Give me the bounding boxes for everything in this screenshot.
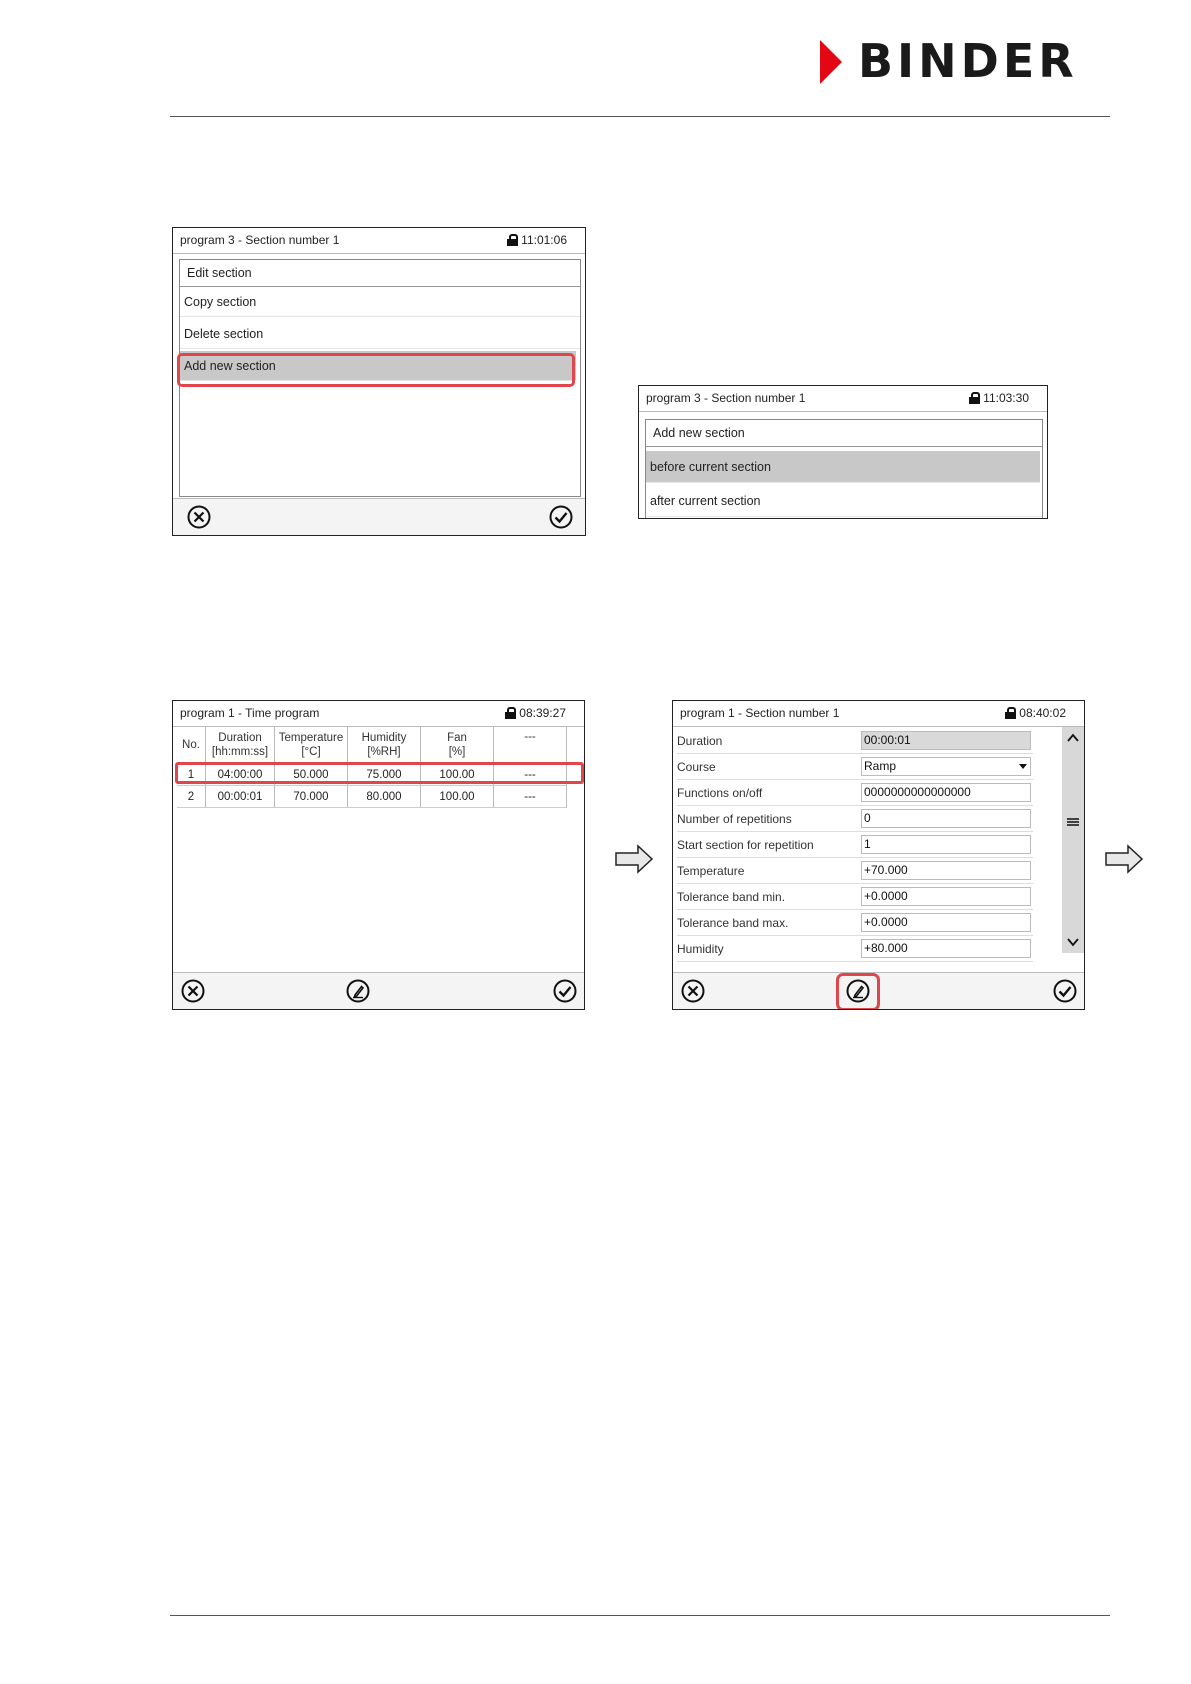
lock-icon [505, 707, 516, 718]
screen-add-section-menu [638, 385, 1048, 519]
field-label: Tolerance band max. [677, 916, 789, 930]
scrollbar[interactable] [1062, 727, 1084, 953]
title-bar [639, 386, 1047, 412]
confirm-icon[interactable] [553, 979, 577, 1003]
context-menu [645, 419, 1043, 519]
clock-time: 08:39:27 [519, 706, 566, 720]
lock-icon [507, 234, 518, 245]
cell: 100.00 [421, 764, 494, 786]
clock-time: 11:01:06 [521, 233, 567, 247]
field-label: Duration [677, 734, 723, 748]
clock [505, 701, 566, 726]
cancel-icon[interactable] [187, 505, 211, 529]
chevron-up-icon[interactable] [1067, 733, 1079, 743]
menu-item-before-current[interactable]: before current section [646, 451, 1040, 483]
lock-icon [1005, 707, 1016, 718]
footer-rule [170, 1615, 1110, 1616]
lock-icon [969, 392, 980, 403]
chevron-down-icon[interactable] [1067, 937, 1079, 947]
field-tol-max [677, 911, 1033, 936]
start-section-field[interactable]: 1 [861, 835, 1031, 854]
column-header: Humidity [%RH] [348, 727, 421, 764]
cell: --- [494, 764, 567, 786]
clock [1005, 701, 1066, 726]
field-duration [677, 729, 1033, 754]
menu-item-copy-section[interactable]: Copy section [180, 287, 580, 317]
cancel-icon[interactable] [181, 979, 205, 1003]
column-header: Fan [%] [421, 727, 494, 764]
clock [507, 228, 567, 253]
course-value: Ramp [864, 759, 897, 773]
highlight-frame [836, 973, 880, 1010]
confirm-icon[interactable] [549, 505, 573, 529]
logo-wordmark: BINDER [858, 34, 1078, 88]
cell: 75.000 [348, 764, 421, 786]
cell: --- [494, 786, 567, 808]
logo-mark-icon [820, 40, 842, 84]
field-repetitions [677, 807, 1033, 832]
title-bar [173, 701, 584, 727]
header-rule [170, 116, 1110, 117]
highlight-frame [175, 762, 584, 784]
binder-logo [820, 34, 1110, 88]
footer-bar [673, 972, 1084, 1009]
column-header: Temperature [°C] [275, 727, 348, 764]
functions-field[interactable]: 0000000000000000 [861, 783, 1031, 802]
confirm-icon[interactable] [1053, 979, 1077, 1003]
title-bar [673, 701, 1084, 727]
column-header: Duration [hh:mm:ss] [206, 727, 275, 764]
footer-bar [173, 498, 585, 535]
screen-section-edit [672, 700, 1085, 1010]
field-label: Number of repetitions [677, 812, 792, 826]
cell: 50.000 [275, 764, 348, 786]
column-header: --- [494, 727, 567, 764]
field-humidity [677, 937, 1033, 962]
clock-time: 08:40:02 [1019, 706, 1066, 720]
next-arrow-icon [1104, 844, 1144, 874]
scroll-handle-icon[interactable] [1067, 817, 1079, 827]
screen-time-program [172, 700, 585, 1010]
highlight-frame [177, 353, 575, 387]
cell: 2 [177, 786, 206, 808]
duration-field[interactable]: 00:00:01 [861, 731, 1031, 750]
temperature-field[interactable]: +70.000 [861, 861, 1031, 880]
course-select[interactable] [861, 757, 1031, 776]
chevron-down-icon [1019, 764, 1027, 769]
field-label: Tolerance band min. [677, 890, 786, 904]
humidity-field[interactable]: +80.000 [861, 939, 1031, 958]
title-bar [173, 228, 585, 254]
field-course [677, 755, 1033, 780]
field-label: Humidity [677, 942, 724, 956]
footer-bar [173, 972, 584, 1009]
cell: 100.00 [421, 786, 494, 808]
menu-heading: Edit section [180, 260, 580, 287]
cell: 00:00:01 [206, 786, 275, 808]
cell: 1 [177, 764, 206, 786]
menu-item-delete-section[interactable]: Delete section [180, 319, 580, 349]
screen-title: program 3 - Section number 1 [646, 391, 806, 405]
field-label: Temperature [677, 864, 745, 878]
field-functions [677, 781, 1033, 806]
cell: 04:00:00 [206, 764, 275, 786]
menu-heading: Add new section [646, 420, 1042, 447]
repetitions-field[interactable]: 0 [861, 809, 1031, 828]
screen-title: program 3 - Section number 1 [180, 233, 340, 247]
field-label: Functions on/off [677, 786, 763, 800]
menu-item-add-new-section[interactable]: Add new section [180, 351, 576, 381]
column-header: No. [177, 727, 206, 764]
edit-icon[interactable] [346, 979, 370, 1003]
menu-item-after-current[interactable]: after current section [646, 485, 1042, 517]
next-arrow-icon [614, 844, 654, 874]
clock-time: 11:03:30 [983, 391, 1029, 405]
tolerance-min-field[interactable]: +0.0000 [861, 887, 1031, 906]
table-header [177, 727, 567, 764]
cancel-icon[interactable] [681, 979, 705, 1003]
tolerance-max-field[interactable]: +0.0000 [861, 913, 1031, 932]
field-tol-min [677, 885, 1033, 910]
screen-title: program 1 - Section number 1 [680, 706, 840, 720]
clock [969, 386, 1029, 411]
cell: 80.000 [348, 786, 421, 808]
field-temperature [677, 859, 1033, 884]
screen-title: program 1 - Time program [180, 706, 320, 720]
cell: 70.000 [275, 786, 348, 808]
screen-section-menu [172, 227, 586, 536]
field-start-section [677, 833, 1033, 858]
field-label: Start section for repetition [677, 838, 814, 852]
table-row[interactable] [177, 786, 567, 808]
field-label: Course [677, 760, 716, 774]
